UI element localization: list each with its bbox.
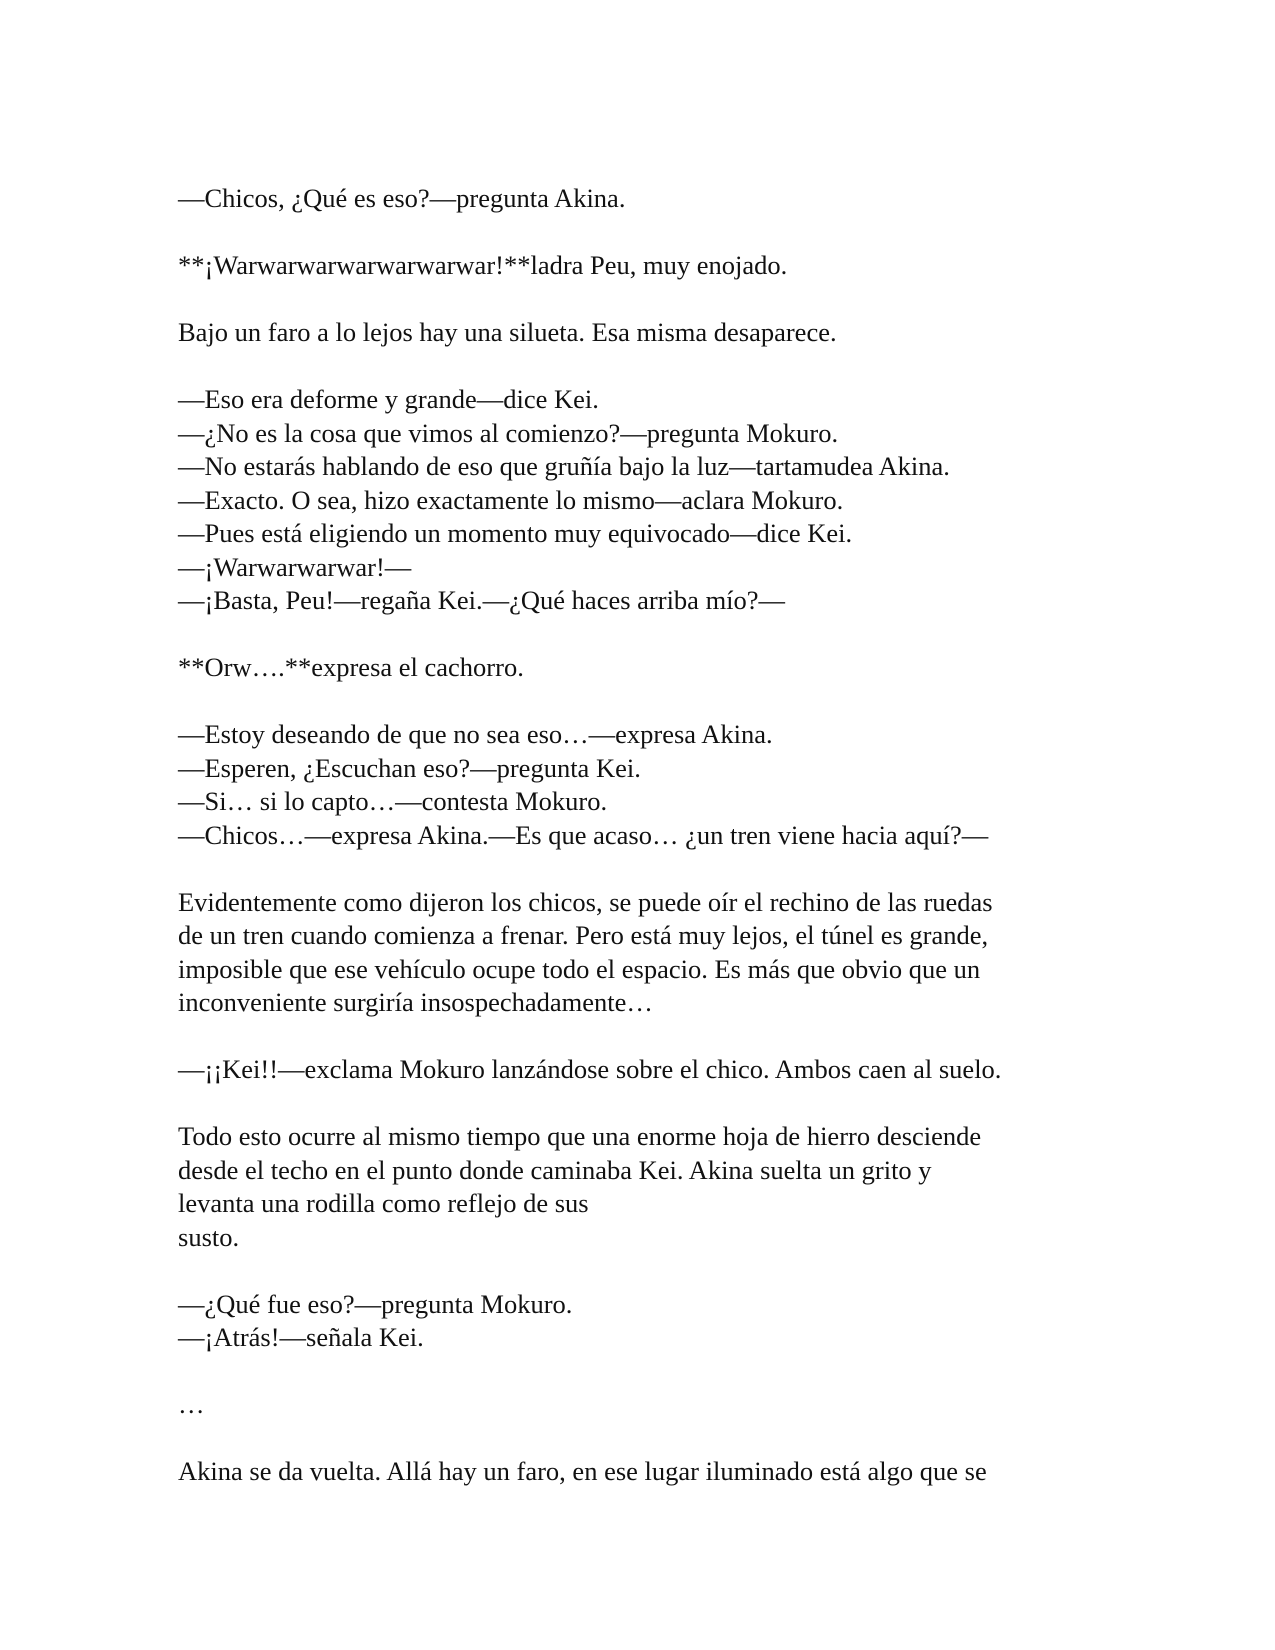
dialogue-line: —Si… si lo capto…—contesta Mokuro.	[178, 786, 608, 816]
dialogue-line: —Eso era deforme y grande—dice Kei.	[178, 384, 599, 414]
text-line: Bajo un faro a lo lejos hay una silueta. Esa misma desaparece.	[178, 317, 837, 347]
dialogue-line: —Esperen, ¿Escuchan eso?—pregunta Kei.	[178, 752, 641, 783]
text-line: **Orw….**expresa el cachorro.	[178, 652, 524, 682]
paragraph	[178, 1053, 1138, 1087]
text-line: de un tren cuando comienza a frenar. Pero está muy lejos, el túnel es grande,	[178, 920, 989, 950]
dialogue-line: —¡Atrás!—señala Kei.	[178, 1322, 424, 1352]
dialogue-line: —Estoy deseando de que no sea eso…—expresa Akina.	[178, 719, 773, 749]
dialogue-line: —¡Basta, Peu!—regaña Kei.—¿Qué haces arriba mío?—	[178, 585, 786, 615]
paragraph	[178, 1120, 1138, 1254]
text-line: **¡Warwarwarwarwarwarwar!**ladra Peu, muy enojado.	[178, 250, 788, 280]
dialogue-line: —Pues está eligiendo un momento muy equivocado—dice Kei.	[178, 518, 853, 548]
ellipsis-line: …	[178, 1389, 205, 1419]
text-line: Todo esto ocurre al mismo tiempo que una enorme hoja de hierro desciende	[178, 1121, 982, 1151]
document-body	[178, 182, 1138, 1522]
text-line: desde el techo en el punto donde caminaba Kei. Akina suelta un grito y	[178, 1154, 932, 1185]
dialogue-line: —Exacto. O sea, hizo exactamente lo mismo—aclara Mokuro.	[178, 484, 844, 515]
dialogue-line: —Chicos…—expresa Akina.—Es que acaso… ¿un tren viene hacia aquí?—	[178, 819, 989, 850]
dialogue-block	[178, 383, 1138, 618]
text-line: Evidentemente como dijeron los chicos, se puede oír el rechino de las ruedas	[178, 886, 993, 917]
text-line: inconveniente surgiría insospechadamente…	[178, 987, 653, 1017]
dialogue-line: —¿No es la cosa que vimos al comienzo?—pregunta Mokuro.	[178, 417, 839, 448]
paragraph	[178, 651, 1138, 685]
text-line: levanta una rodilla como reflejo de sus	[178, 1188, 589, 1218]
paragraph	[178, 886, 1138, 1020]
dialogue-line: —¿Qué fue eso?—pregunta Mokuro.	[178, 1288, 573, 1319]
dialogue-block	[178, 718, 1138, 852]
paragraph	[178, 249, 1138, 283]
text-line: Akina se da vuelta. Allá hay un faro, en ese lugar iluminado está algo que se	[178, 1456, 987, 1486]
dialogue-block	[178, 1288, 1138, 1355]
text-line: —¡¡Kei!!—exclama Mokuro lanzándose sobre el chico. Ambos caen al suelo.	[178, 1054, 1002, 1084]
paragraph	[178, 1455, 1138, 1489]
dialogue-line: —No estarás hablando de eso que gruñía bajo la luz—tartamudea Akina.	[178, 451, 950, 481]
text-line: imposible que ese vehículo ocupe todo el espacio. Es más que obvio que un	[178, 953, 981, 984]
dialogue-line: —¡Warwarwarwar!—	[178, 551, 412, 582]
paragraph	[178, 182, 1138, 216]
scene-break	[178, 1388, 1138, 1422]
text-line: susto.	[178, 1221, 240, 1252]
text-line: —Chicos, ¿Qué es eso?—pregunta Akina.	[178, 183, 626, 213]
paragraph	[178, 316, 1138, 350]
